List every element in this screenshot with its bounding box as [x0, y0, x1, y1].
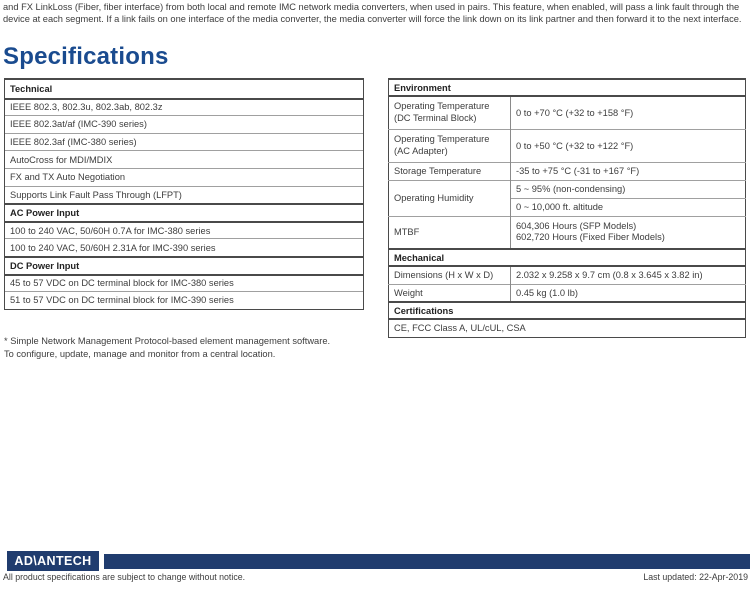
table-row [389, 162, 746, 180]
spec-value-cell: -35 to +75 °C (-31 to +167 °F) [511, 162, 746, 180]
section-header-cell: Certifications [389, 302, 746, 319]
spec-label-cell: Storage Temperature [389, 162, 511, 180]
section-header-cell: Mechanical [389, 249, 746, 266]
table-row: AutoCross for MDI/MDIX [5, 150, 363, 168]
spec-label-line: (AC Adapter) [394, 145, 448, 156]
spec-label-cell [389, 96, 511, 129]
spec-value-cell: 0 ~ 10,000 ft. altitude [511, 198, 746, 216]
table-row: FX and TX Auto Negotiation [5, 168, 363, 186]
page-title: Specifications [3, 43, 169, 70]
section-header-cell: Environment [389, 79, 746, 96]
advantech-logo: AD\ANTECH [7, 551, 99, 571]
spec-label-line: Operating Temperature [394, 134, 490, 144]
spec-value-cell [511, 216, 746, 249]
spec-label-cell: Operating Humidity [389, 180, 511, 216]
table-row [389, 284, 746, 302]
spec-value-cell: 0 to +70 °C (+32 to +158 °F) [511, 96, 746, 129]
spec-label-line: (DC Terminal Block) [394, 112, 477, 123]
footnote-line: To configure, update, manage and monitor from a central location. [4, 349, 276, 359]
table-row: 51 to 57 VDC on DC terminal block for IMC-390 series [5, 291, 363, 309]
spec-label-line: Operating Temperature [394, 101, 490, 112]
table-row: IEEE 802.3at/af (IMC-390 series) [5, 115, 363, 133]
section-header-technical: Technical [10, 83, 53, 94]
table-row: 45 to 57 VDC on DC terminal block for IMC-380 series [5, 274, 363, 292]
footer-bar-fill [104, 554, 750, 569]
spec-value-cell: 0.45 kg (1.0 lb) [511, 284, 746, 302]
technical-table [4, 78, 364, 310]
section-header-ac-power-input: AC Power Input [5, 203, 363, 221]
spec-value-cell: 0 to +50 °C (+32 to +122 °F) [511, 129, 746, 162]
section-header-certifications [389, 302, 746, 319]
spec-value-cell: 5 ~ 95% (non-condensing) [511, 180, 746, 198]
spec-value-line: 604,306 Hours (SFP Models) [516, 220, 637, 231]
section-header-environment [389, 79, 746, 96]
footnote-line: * Simple Network Management Protocol-based element management software. [4, 336, 331, 346]
footer-last-updated: Last updated: 22-Apr-2019 [643, 572, 748, 582]
spec-label-cell: Dimensions (H x W x D) [389, 266, 511, 284]
spec-label-cell: MTBF [389, 216, 511, 249]
table-row [389, 216, 746, 249]
table-row [389, 96, 746, 129]
section-header-mechanical [389, 249, 746, 266]
table-row: IEEE 802.3af (IMC-380 series) [5, 133, 363, 151]
environment-table [388, 78, 746, 338]
table-row: 100 to 240 VAC, 50/60H 2.31A for IMC-390 series [5, 238, 363, 256]
table-row: IEEE 802.3, 802.3u, 802.3ab, 802.3z [5, 98, 363, 116]
footer-bar [0, 551, 750, 571]
footnote [4, 335, 330, 361]
table-row [389, 180, 746, 198]
footer-disclaimer: All product specifications are subject to change without notice. [3, 572, 246, 582]
spec-value-cell: 2.032 x 9.258 x 9.7 cm (0.8 x 3.645 x 3.82 in) [511, 266, 746, 284]
table-row [389, 319, 746, 337]
intro-paragraph: and FX LinkLoss (Fiber, fiber interface) from both local and remote IMC network media converters, when used in pairs. This feature, when enabled, will pass a link fault through the device at each segment. If a link fails on one interface of the media converter, the media converter will force the link down on its link partner and then forward it to the next interface. [3, 2, 742, 24]
specifications-tables [4, 78, 746, 338]
section-header-dc-power-input: DC Power Input [5, 256, 363, 274]
spec-value-cell: CE, FCC Class A, UL/cUL, CSA [389, 319, 746, 337]
spec-value-line: 602,720 Hours (Fixed Fiber Models) [516, 232, 665, 243]
table-row: 100 to 240 VAC, 50/60H 0.7A for IMC-380 series [5, 221, 363, 239]
table-row [389, 266, 746, 284]
table-row: Supports Link Fault Pass Through (LFPT) [5, 186, 363, 204]
spec-label-cell: Weight [389, 284, 511, 302]
table-row [389, 129, 746, 162]
footer-note-row [3, 572, 748, 582]
spec-label-cell [389, 129, 511, 162]
